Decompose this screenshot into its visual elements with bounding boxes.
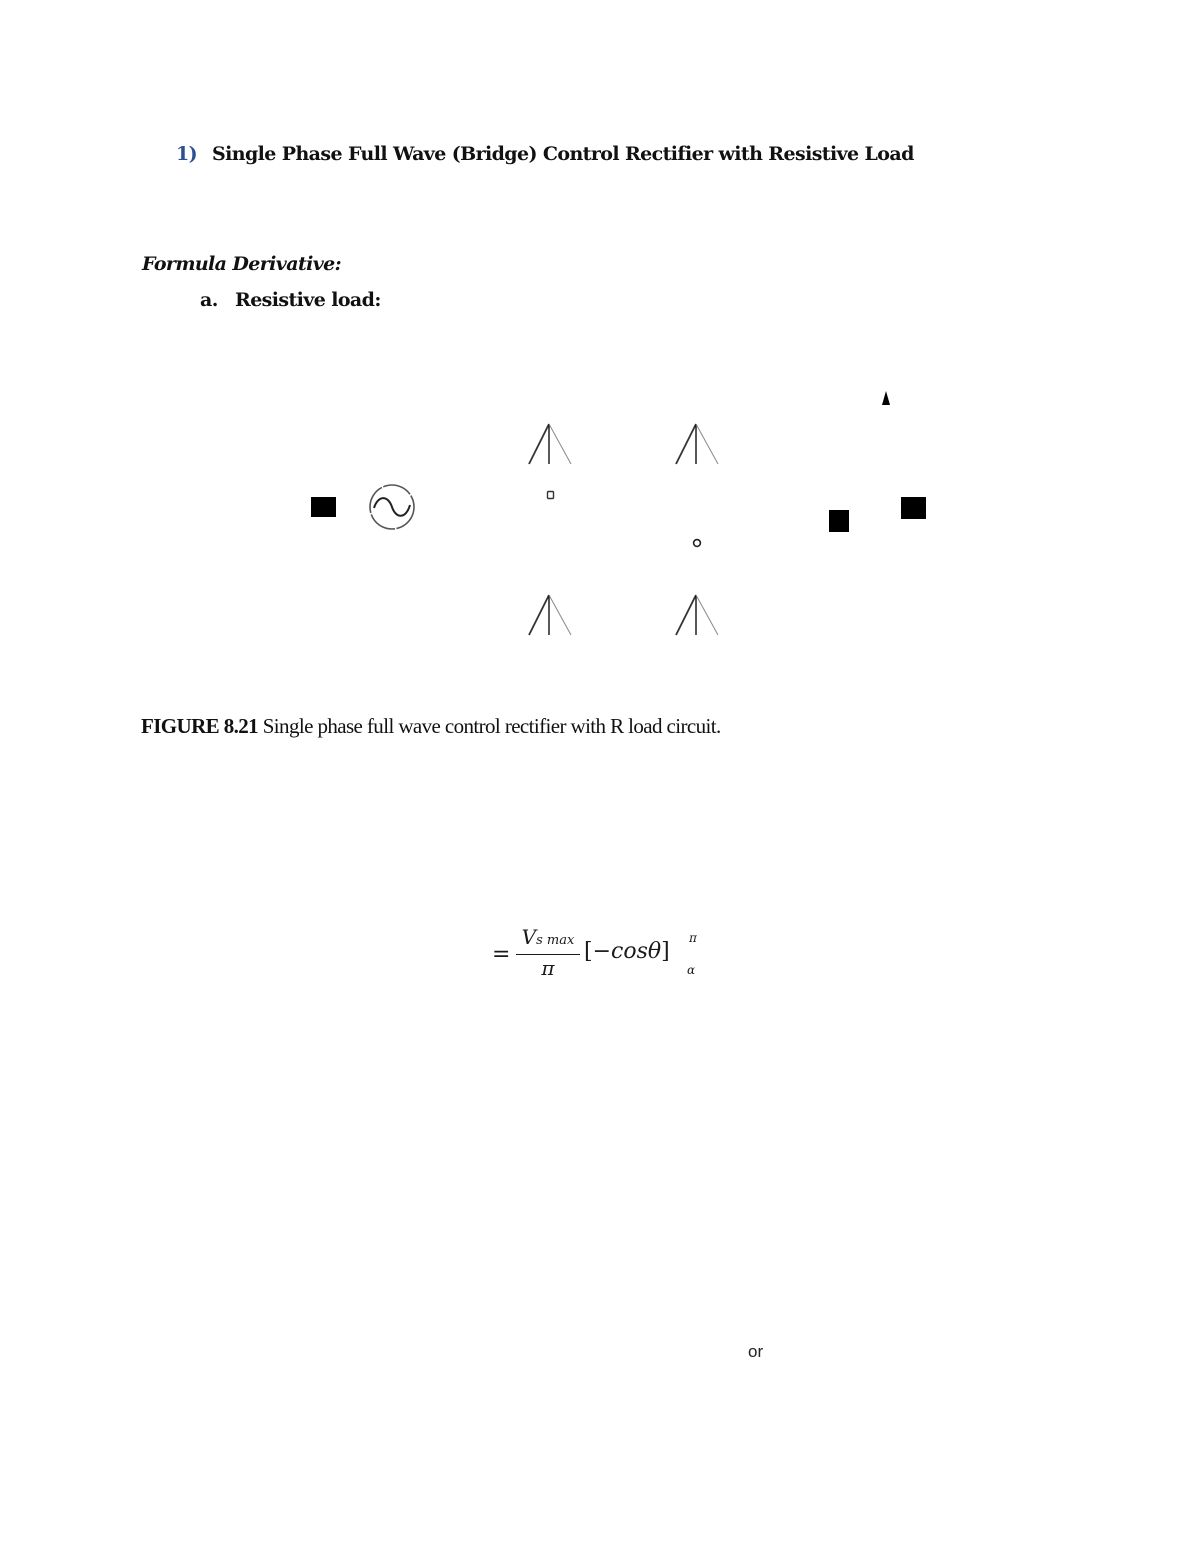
- up-arrow-icon: [881, 391, 891, 410]
- formula-derivative-title: Formula Derivative:: [142, 253, 342, 275]
- thyristor-top-left-icon: [527, 422, 573, 466]
- or-text: or: [748, 1342, 764, 1361]
- equation-bracket-expression: [584, 939, 670, 964]
- equation-upper-limit: π: [689, 931, 697, 945]
- equation-lower-limit: α: [687, 963, 696, 977]
- thyristor-top-right-icon: [674, 422, 720, 466]
- circuit-diagram: [300, 385, 940, 645]
- numerator-subscript: s max: [536, 933, 575, 948]
- load-block-left: [829, 510, 849, 532]
- numerator-symbol: V: [521, 925, 537, 949]
- bracket-close: ]: [661, 939, 670, 964]
- bracket-content: −cosθ: [592, 939, 662, 964]
- equation-denominator: π: [541, 956, 555, 980]
- left-terminal-block: [311, 497, 336, 517]
- square-node-icon: [546, 485, 556, 504]
- fraction-bar: [516, 954, 580, 955]
- list-item-resistive-load: [200, 289, 381, 311]
- section-title: Single Phase Full Wave (Bridge) Control Rectifier with Resistive Load: [212, 143, 914, 165]
- section-heading: [176, 143, 914, 165]
- figure-caption-text: Single phase full wave control rectifier with R load circuit.: [258, 714, 721, 738]
- circle-node-icon: [692, 533, 702, 552]
- figure-label: FIGURE 8.21: [141, 714, 259, 738]
- load-block-right: [901, 497, 926, 519]
- thyristor-bottom-right-icon: [674, 593, 720, 637]
- bracket-open: [: [584, 939, 593, 964]
- thyristor-bottom-left-icon: [527, 593, 573, 637]
- list-marker: a.: [200, 289, 218, 311]
- figure-caption: [141, 714, 721, 739]
- equation-numerator: [516, 925, 580, 953]
- section-number: 1): [176, 143, 198, 165]
- ac-source-icon: [366, 483, 418, 537]
- equation-average-voltage: [490, 925, 720, 985]
- equation-equals-sign: =: [492, 942, 511, 967]
- list-item-label: Resistive load:: [235, 289, 381, 311]
- equation-fraction: [516, 925, 580, 979]
